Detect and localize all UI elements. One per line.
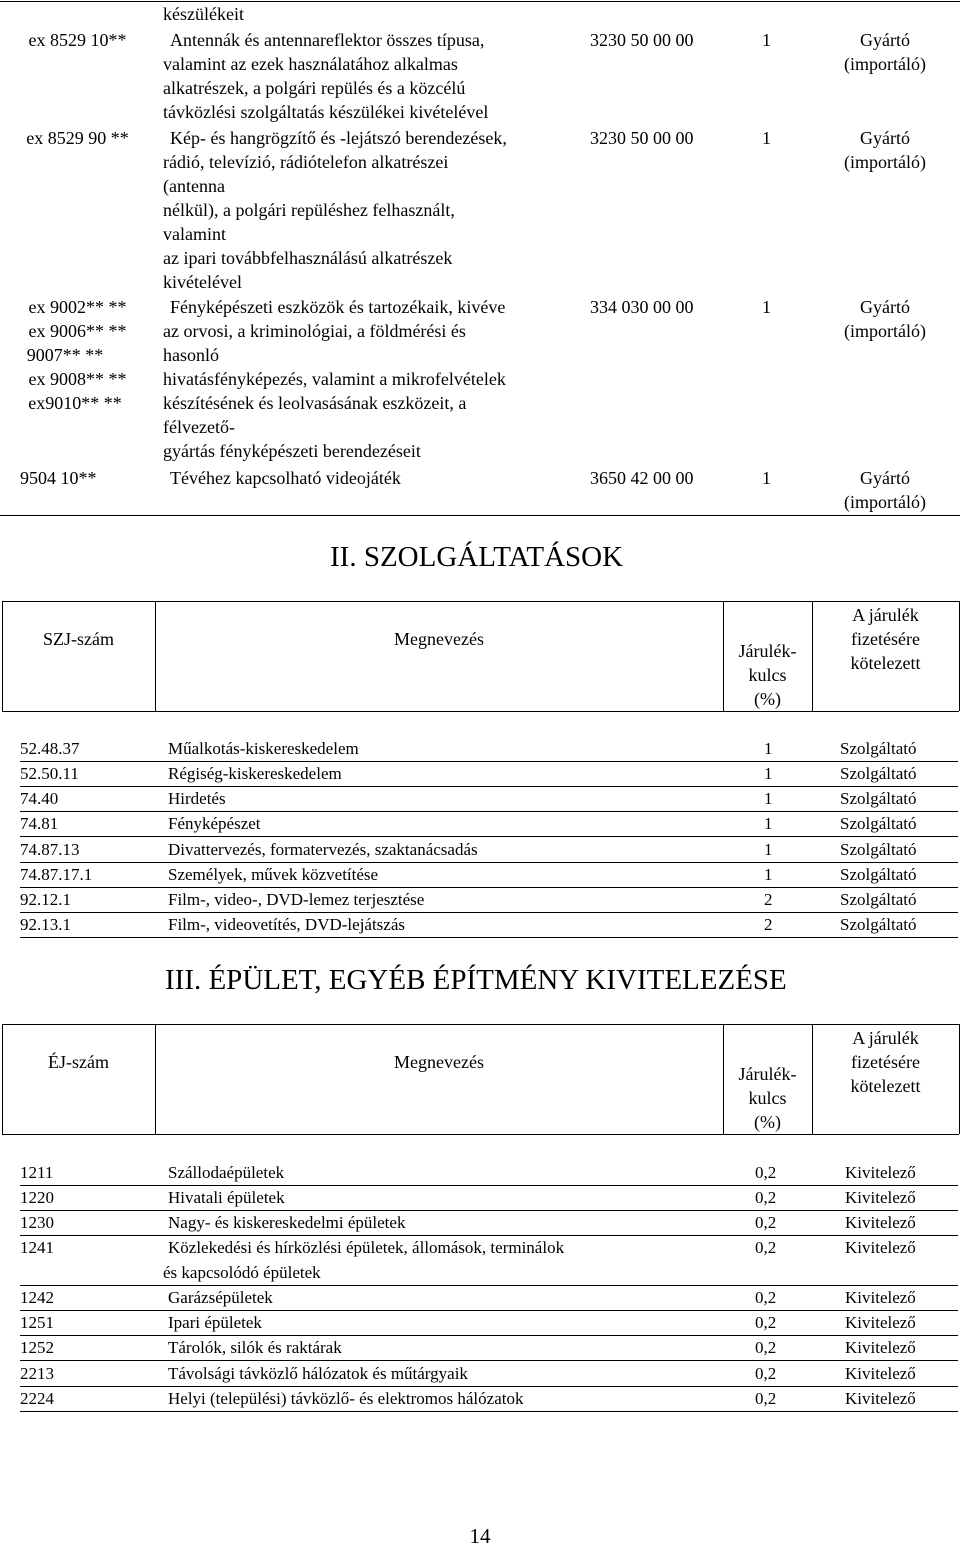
section2-header-name: Megnevezés — [394, 629, 484, 649]
row-payer: Kivitelező — [845, 1313, 916, 1332]
section2-header-top-rule — [2, 601, 959, 602]
row-code: 74.40 — [20, 789, 59, 808]
row3-code-line4: ex9010** ** — [28, 393, 122, 413]
row-code: 2213 — [20, 1364, 54, 1383]
row-code: 1211 — [20, 1163, 54, 1182]
row-rate: 0,2 — [755, 1213, 777, 1232]
row3-name-line5: félvezető- — [163, 417, 235, 437]
row3-tariff: 334 030 00 00 — [590, 297, 694, 317]
row2-name-line0: Kép- és hangrögzítő és -lejátszó berendezések, — [170, 128, 507, 148]
row-payer: Szolgáltató — [840, 789, 917, 808]
section2-row-rule — [20, 887, 958, 888]
row-code: 74.87.13 — [20, 840, 80, 859]
section2-header-payer-line2: kötelezett — [850, 653, 921, 673]
row4-payer-line0: Gyártó — [860, 468, 910, 488]
row-name: Film-, videovetítés, DVD-lejátszás — [168, 915, 406, 934]
section2-header-payer-line1: fizetésére — [851, 629, 920, 649]
section3-header-payer-line0: A járulék — [852, 1028, 919, 1048]
row1-rate: 1 — [762, 30, 771, 50]
section3-row-rule — [20, 1235, 958, 1236]
row-rate: 1 — [764, 739, 773, 758]
section2-header-code: SZJ-szám — [43, 629, 114, 649]
section2-header-rate-line0: Járulék- — [738, 641, 797, 661]
row-rate: 0,2 — [755, 1338, 777, 1357]
row3-name-line2: hasonló — [163, 345, 219, 365]
row4-payer-line1: (importáló) — [844, 492, 926, 512]
section2-row-rule — [20, 937, 958, 938]
row2-name-line1: rádió, televízió, rádiótelefon alkatrészei — [163, 152, 449, 172]
row-code: 1241 — [20, 1238, 54, 1257]
row-name: Tárolók, silók és raktárak — [168, 1338, 342, 1357]
row-name: Szállodaépületek — [168, 1163, 285, 1182]
row2-name-line3: nélkül), a polgári repüléshez felhasznált, — [163, 200, 455, 220]
row-payer: Szolgáltató — [840, 915, 917, 934]
section2-header-rate-line2: (%) — [754, 689, 781, 709]
row3-name-line0: Fényképészeti eszközök és tartozékaik, kivéve — [170, 297, 506, 317]
section3-title: III. ÉPÜLET, EGYÉB ÉPÍTMÉNY KIVITELEZÉSE — [165, 964, 787, 996]
section3-row-rule — [20, 1411, 958, 1412]
row1-payer-line0: Gyártó — [860, 30, 910, 50]
row4-name: Tévéhez kapcsolható videojáték — [170, 468, 401, 488]
row-payer: Szolgáltató — [840, 739, 917, 758]
row-code: 52.48.37 — [20, 739, 80, 758]
row-code: 1242 — [20, 1288, 54, 1307]
row1-tariff: 3230 50 00 00 — [590, 30, 694, 50]
row-payer: Kivitelező — [845, 1338, 916, 1357]
row-name: Régiség-kiskereskedelem — [168, 764, 342, 783]
section2-header-payer-line0: A járulék — [852, 605, 919, 625]
row-name: Fényképészet — [168, 814, 261, 833]
row-rate: 0,2 — [755, 1364, 777, 1383]
row4-code: 9504 10** — [20, 468, 97, 488]
row-payer: Kivitelező — [845, 1288, 916, 1307]
row4-tariff: 3650 42 00 00 — [590, 468, 694, 488]
row-name: Helyi (települési) távközlő- és elektromos hálózatok — [168, 1389, 524, 1408]
row-code: 1230 — [20, 1213, 54, 1232]
row-rate: 0,2 — [755, 1313, 777, 1332]
row3-code-line2: 9007** ** — [26, 345, 104, 365]
row-code: 1251 — [20, 1313, 54, 1332]
section3-header-rate-line0: Járulék- — [738, 1064, 797, 1084]
row-payer: Kivitelező — [845, 1238, 916, 1257]
row-payer: Szolgáltató — [840, 814, 917, 833]
section2-header-rate-line1: kulcs — [748, 665, 787, 685]
row-code: 74.87.17.1 — [20, 865, 93, 884]
section2-row-rule — [20, 811, 958, 812]
row-name: Ipari épületek — [168, 1313, 262, 1332]
row-payer: Szolgáltató — [840, 865, 917, 884]
section3-row-rule — [20, 1310, 958, 1311]
row3-code-line3: ex 9008** ** — [28, 369, 127, 389]
row2-name-line6: kivételével — [163, 272, 242, 292]
row1-name-line1: valamint az ezek használatához alkalmas — [163, 54, 458, 74]
top-table-bottom-rule — [0, 515, 960, 516]
row-rate: 0,2 — [755, 1163, 777, 1182]
section2-row-rule — [20, 836, 958, 837]
row-rate: 1 — [764, 814, 773, 833]
row1-name-line0: Antennák és antennareflektor összes típusa, — [170, 30, 485, 50]
row-name: Garázsépületek — [168, 1288, 273, 1307]
row0-name-line0: készülékeit — [163, 4, 244, 24]
row2-payer-line1: (importáló) — [844, 152, 926, 172]
row-payer: Kivitelező — [845, 1188, 916, 1207]
page-number: 14 — [469, 1524, 491, 1548]
section2-row-rule — [20, 761, 958, 762]
row2-name-line2: (antenna — [163, 176, 225, 196]
section3-header-left-border — [2, 1024, 3, 1134]
section3-header-bottom-rule — [2, 1134, 959, 1135]
row-rate: 1 — [764, 865, 773, 884]
row-name: Távolsági távközlő hálózatok és műtárgyaik — [168, 1364, 468, 1383]
row1-code: ex 8529 10** — [28, 30, 127, 50]
row-code: 1220 — [20, 1188, 54, 1207]
section3-row-rule — [20, 1285, 958, 1286]
row-rate: 0,2 — [755, 1188, 777, 1207]
row-name: Nagy- és kiskereskedelmi épületek — [168, 1213, 406, 1232]
section3-row-rule — [20, 1360, 958, 1361]
section3-row-rule — [20, 1386, 958, 1387]
row1-payer-line1: (importáló) — [844, 54, 926, 74]
row-name: Műalkotás-kiskereskedelem — [168, 739, 359, 758]
row-rate: 1 — [764, 840, 773, 859]
row-code: 74.81 — [20, 814, 59, 833]
section3-header-rate-line2: (%) — [754, 1112, 781, 1132]
row3-payer-line1: (importáló) — [844, 321, 926, 341]
row1-name-line3: távközlési szolgáltatás készülékei kivételével — [163, 102, 489, 122]
row1-name-line2: alkatrészek, a polgári repülés és a közcélú — [163, 78, 466, 98]
row3-name-line1: az orvosi, a kriminológiai, a földmérési és — [163, 321, 466, 341]
row-name: és kapcsolódó épületek — [163, 1263, 321, 1282]
section3-header-code: ÉJ-szám — [48, 1052, 109, 1072]
section2-row-rule — [20, 862, 958, 863]
section3-header-payer-line2: kötelezett — [850, 1076, 921, 1096]
row3-name-line4: készítésének és leolvasásának eszközeit, a — [163, 393, 467, 413]
row-name: Hirdetés — [168, 789, 226, 808]
row-name: Közlekedési és hírközlési épületek, állomások, terminálok — [168, 1238, 565, 1257]
row-code: 92.12.1 — [20, 890, 71, 909]
row-rate: 2 — [764, 915, 773, 934]
section3-header-divider-1 — [155, 1024, 156, 1134]
row-payer: Szolgáltató — [840, 840, 917, 859]
row2-name-line5: az ipari továbbfelhasználású alkatrészek — [163, 248, 453, 268]
row-rate: 1 — [764, 764, 773, 783]
row-name: Film-, video-, DVD-lemez terjesztése — [168, 890, 425, 909]
row4-rate: 1 — [762, 468, 771, 488]
section3-row-rule — [20, 1185, 958, 1186]
row-rate: 2 — [764, 890, 773, 909]
section3-row-rule — [20, 1210, 958, 1211]
row-rate: 1 — [764, 789, 773, 808]
row2-payer-line0: Gyártó — [860, 128, 910, 148]
row-rate: 0,2 — [755, 1389, 777, 1408]
section2-row-rule — [20, 786, 958, 787]
section3-header-top-rule — [2, 1024, 959, 1025]
row-code: 1252 — [20, 1338, 54, 1357]
row-payer: Kivitelező — [845, 1163, 916, 1182]
section3-row-rule — [20, 1335, 958, 1336]
row3-code-line1: ex 9006** ** — [28, 321, 127, 341]
row2-rate: 1 — [762, 128, 771, 148]
row-payer: Kivitelező — [845, 1213, 916, 1232]
row3-name-line6: gyártás fényképészeti berendezéseit — [163, 441, 421, 461]
section2-header-left-border — [2, 601, 3, 711]
row3-payer-line0: Gyártó — [860, 297, 910, 317]
row-payer: Kivitelező — [845, 1364, 916, 1383]
row-code: 52.50.11 — [20, 764, 79, 783]
row-name: Hivatali épületek — [168, 1188, 285, 1207]
row-payer: Kivitelező — [845, 1389, 916, 1408]
section3-header-payer-line1: fizetésére — [851, 1052, 920, 1072]
section2-header-bottom-rule — [2, 711, 959, 712]
row-name: Személyek, művek közvetítése — [168, 865, 379, 884]
row2-name-line4: valamint — [163, 224, 226, 244]
row3-rate: 1 — [762, 297, 771, 317]
row2-code: ex 8529 90 ** — [26, 128, 129, 148]
section3-header-name: Megnevezés — [394, 1052, 484, 1072]
row-rate: 0,2 — [755, 1288, 777, 1307]
row-name: Divattervezés, formatervezés, szaktanácsadás — [168, 840, 478, 859]
row2-tariff: 3230 50 00 00 — [590, 128, 694, 148]
row-payer: Szolgáltató — [840, 764, 917, 783]
section2-row-rule — [20, 912, 958, 913]
section3-header-rate-line1: kulcs — [748, 1088, 787, 1108]
section2-header-divider-1 — [155, 601, 156, 711]
top-table-top-rule — [0, 1, 960, 2]
row3-name-line3: hivatásfényképezés, valamint a mikrofelvételek — [163, 369, 506, 389]
row-payer: Szolgáltató — [840, 890, 917, 909]
row-rate: 0,2 — [755, 1238, 777, 1257]
row-code: 2224 — [20, 1389, 54, 1408]
row3-code-line0: ex 9002** ** — [28, 297, 127, 317]
section2-title: II. SZOLGÁLTATÁSOK — [330, 541, 624, 573]
row-code: 92.13.1 — [20, 915, 71, 934]
